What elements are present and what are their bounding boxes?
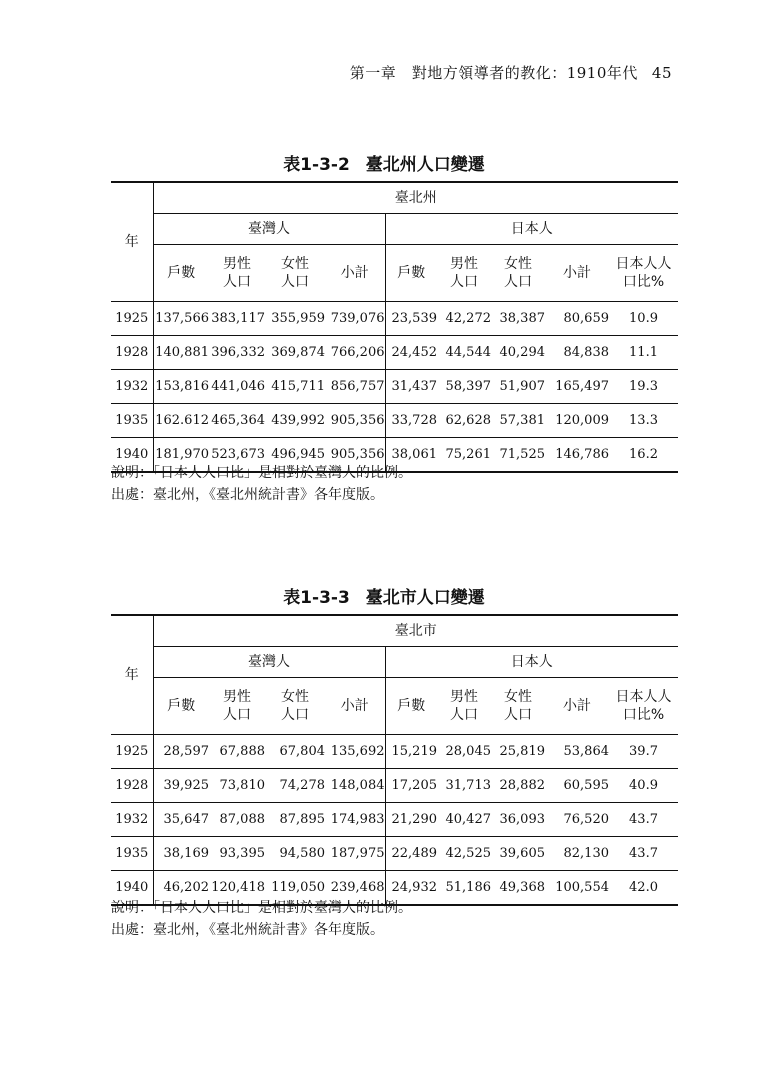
cell-year: 1925 [111, 735, 153, 769]
cell-jp-households: 17,205 [385, 769, 437, 803]
cell-tw-households: 38,169 [153, 837, 209, 871]
cell-tw-male: 67,888 [209, 735, 265, 769]
cell-tw-households: 162.612 [153, 404, 209, 438]
cell-tw-subtotal: 239,468 [325, 871, 385, 906]
header-male-l2: 人口 [223, 707, 251, 723]
header-male-jp-l1: 男性 [450, 256, 478, 272]
header-chapter-title: 第一章 對地方領導者的教化：1910年代 [349, 64, 638, 82]
cell-jp-ratio: 19.3 [609, 370, 678, 404]
cell-tw-households: 137,566 [153, 302, 209, 336]
cell-jp-subtotal: 76,520 [545, 803, 609, 837]
cell-year: 1928 [111, 769, 153, 803]
cell-jp-subtotal: 165,497 [545, 370, 609, 404]
header-male-jp [437, 245, 491, 302]
cell-tw-subtotal: 187,975 [325, 837, 385, 871]
table-body [111, 302, 678, 473]
header-female-l2: 人口 [281, 274, 309, 290]
header-households-jp: 戶數 [385, 245, 437, 302]
cell-jp-female: 49,368 [491, 871, 545, 906]
cell-jp-ratio: 43.7 [609, 803, 678, 837]
cell-tw-female: 67,804 [265, 735, 325, 769]
cell-year: 1928 [111, 336, 153, 370]
header-households-jp: 戶數 [385, 678, 437, 735]
header-japanese: 日本人 [385, 647, 678, 678]
header-ratio-l2: 口比% [622, 274, 665, 290]
cell-jp-male: 62,628 [437, 404, 491, 438]
cell-year: 1940 [111, 438, 153, 473]
cell-jp-subtotal: 84,838 [545, 336, 609, 370]
cell-tw-subtotal: 148,084 [325, 769, 385, 803]
cell-jp-male: 31,713 [437, 769, 491, 803]
cell-tw-female: 369,874 [265, 336, 325, 370]
header-subtotal: 小計 [325, 245, 385, 302]
cell-jp-male: 42,525 [437, 837, 491, 871]
cell-jp-female: 71,525 [491, 438, 545, 473]
table-body [111, 735, 678, 906]
cell-tw-households: 35,647 [153, 803, 209, 837]
cell-tw-male: 73,810 [209, 769, 265, 803]
cell-tw-households: 28,597 [153, 735, 209, 769]
header-female-jp-l2: 人口 [504, 707, 532, 723]
table-source: 出處：臺北州，《臺北州統計書》各年度版。 [111, 922, 384, 938]
header-region: 臺北市 [153, 615, 678, 647]
header-male-l1: 男性 [223, 689, 251, 705]
cell-tw-households: 140,881 [153, 336, 209, 370]
cell-tw-male: 523,673 [209, 438, 265, 473]
cell-jp-subtotal: 100,554 [545, 871, 609, 906]
cell-jp-female: 38,387 [491, 302, 545, 336]
cell-jp-ratio: 40.9 [609, 769, 678, 803]
header-ratio-l1: 日本人人 [615, 256, 672, 272]
cell-year: 1932 [111, 803, 153, 837]
cell-jp-households: 22,489 [385, 837, 437, 871]
header-subtotal-jp: 小計 [545, 245, 609, 302]
table-note: 說明：「日本人人口比」是相對於臺灣人的比例。 [111, 900, 412, 916]
cell-jp-male: 28,045 [437, 735, 491, 769]
header-female-l2: 人口 [281, 707, 309, 723]
header-female-jp-l1: 女性 [504, 256, 532, 272]
header-female-jp-l1: 女性 [504, 689, 532, 705]
cell-jp-male: 44,544 [437, 336, 491, 370]
cell-year: 1935 [111, 404, 153, 438]
table-row [111, 735, 678, 769]
cell-jp-subtotal: 60,595 [545, 769, 609, 803]
table-number: 表1-3-2 [283, 155, 350, 175]
header-male-jp-l2: 人口 [450, 274, 478, 290]
cell-jp-households: 15,219 [385, 735, 437, 769]
cell-jp-households: 23,539 [385, 302, 437, 336]
cell-year: 1932 [111, 370, 153, 404]
table-source: 出處：臺北州，《臺北州統計書》各年度版。 [111, 487, 384, 503]
cell-jp-ratio: 39.7 [609, 735, 678, 769]
header-japanese: 日本人 [385, 214, 678, 245]
cell-tw-households: 46,202 [153, 871, 209, 906]
table-caption: 臺北市人口變遷 [365, 588, 485, 608]
table-row [111, 336, 678, 370]
header-female-jp [491, 678, 545, 735]
cell-year: 1925 [111, 302, 153, 336]
cell-jp-male: 42,272 [437, 302, 491, 336]
cell-tw-male: 87,088 [209, 803, 265, 837]
cell-tw-male: 93,395 [209, 837, 265, 871]
cell-jp-ratio: 42.0 [609, 871, 678, 906]
cell-jp-ratio: 10.9 [609, 302, 678, 336]
cell-tw-households: 39,925 [153, 769, 209, 803]
cell-tw-male: 383,117 [209, 302, 265, 336]
cell-tw-subtotal: 766,206 [325, 336, 385, 370]
cell-jp-subtotal: 120,009 [545, 404, 609, 438]
cell-jp-ratio: 11.1 [609, 336, 678, 370]
header-ratio [609, 245, 678, 302]
cell-tw-subtotal: 905,356 [325, 404, 385, 438]
table-number: 表1-3-3 [283, 588, 350, 608]
cell-jp-ratio: 16.2 [609, 438, 678, 473]
cell-tw-male: 396,332 [209, 336, 265, 370]
header-households: 戶數 [153, 245, 209, 302]
cell-jp-households: 21,290 [385, 803, 437, 837]
cell-jp-female: 51,907 [491, 370, 545, 404]
table-note: 說明：「日本人人口比」是相對於臺灣人的比例。 [111, 465, 412, 481]
header-male-jp-l2: 人口 [450, 707, 478, 723]
cell-jp-female: 57,381 [491, 404, 545, 438]
table-row [111, 769, 678, 803]
cell-jp-male: 51,186 [437, 871, 491, 906]
cell-jp-male: 40,427 [437, 803, 491, 837]
cell-jp-ratio: 13.3 [609, 404, 678, 438]
header-ratio-l2: 口比% [622, 707, 665, 723]
header-male-jp-l1: 男性 [450, 689, 478, 705]
table-caption: 臺北州人口變遷 [365, 155, 485, 175]
cell-jp-female: 28,882 [491, 769, 545, 803]
table-row [111, 837, 678, 871]
population-table-city [111, 614, 678, 906]
cell-tw-female: 74,278 [265, 769, 325, 803]
cell-jp-female: 40,294 [491, 336, 545, 370]
header-taiwanese: 臺灣人 [153, 214, 385, 245]
cell-tw-female: 119,050 [265, 871, 325, 906]
header-female [265, 678, 325, 735]
cell-jp-subtotal: 82,130 [545, 837, 609, 871]
cell-tw-female: 439,992 [265, 404, 325, 438]
header-female-jp [491, 245, 545, 302]
header-female-l1: 女性 [281, 689, 309, 705]
cell-year: 1940 [111, 871, 153, 906]
header-subtotal: 小計 [325, 678, 385, 735]
population-table-prefecture [111, 181, 678, 473]
table-row [111, 370, 678, 404]
cell-jp-households: 24,932 [385, 871, 437, 906]
cell-tw-subtotal: 135,692 [325, 735, 385, 769]
header-region: 臺北州 [153, 182, 678, 214]
cell-tw-female: 87,895 [265, 803, 325, 837]
header-female-l1: 女性 [281, 256, 309, 272]
cell-jp-subtotal: 146,786 [545, 438, 609, 473]
cell-jp-households: 31,437 [385, 370, 437, 404]
table-title [0, 583, 768, 608]
table-notes [111, 462, 412, 506]
table-notes [111, 897, 412, 941]
table-row [111, 803, 678, 837]
cell-year: 1935 [111, 837, 153, 871]
header-female-jp-l2: 人口 [504, 274, 532, 290]
header-year: 年 [111, 182, 153, 302]
header-ratio-l1: 日本人人 [615, 689, 672, 705]
table-title [0, 150, 768, 175]
cell-tw-female: 496,945 [265, 438, 325, 473]
table-row [111, 404, 678, 438]
header-male-jp [437, 678, 491, 735]
cell-jp-female: 39,605 [491, 837, 545, 871]
header-year: 年 [111, 615, 153, 735]
header-subtotal-jp: 小計 [545, 678, 609, 735]
cell-jp-ratio: 43.7 [609, 837, 678, 871]
cell-jp-female: 36,093 [491, 803, 545, 837]
header-male-l2: 人口 [223, 274, 251, 290]
cell-tw-female: 415,711 [265, 370, 325, 404]
header-ratio [609, 678, 678, 735]
cell-jp-subtotal: 53,864 [545, 735, 609, 769]
cell-jp-households: 24,452 [385, 336, 437, 370]
header-male [209, 245, 265, 302]
header-male-l1: 男性 [223, 256, 251, 272]
cell-jp-subtotal: 80,659 [545, 302, 609, 336]
cell-tw-male: 120,418 [209, 871, 265, 906]
cell-tw-male: 465,364 [209, 404, 265, 438]
header-taiwanese: 臺灣人 [153, 647, 385, 678]
header-households: 戶數 [153, 678, 209, 735]
cell-tw-subtotal: 174,983 [325, 803, 385, 837]
cell-jp-male: 58,397 [437, 370, 491, 404]
cell-tw-male: 441,046 [209, 370, 265, 404]
cell-tw-subtotal: 856,757 [325, 370, 385, 404]
cell-jp-male: 75,261 [437, 438, 491, 473]
running-header [350, 62, 672, 83]
cell-jp-female: 25,819 [491, 735, 545, 769]
cell-tw-female: 355,959 [265, 302, 325, 336]
cell-jp-households: 33,728 [385, 404, 437, 438]
cell-tw-households: 181,970 [153, 438, 209, 473]
cell-tw-households: 153,816 [153, 370, 209, 404]
table-row [111, 302, 678, 336]
header-male [209, 678, 265, 735]
cell-tw-subtotal: 739,076 [325, 302, 385, 336]
page-number: 45 [651, 64, 672, 82]
cell-tw-female: 94,580 [265, 837, 325, 871]
cell-tw-subtotal: 905,356 [325, 438, 385, 473]
header-female [265, 245, 325, 302]
cell-jp-households: 38,061 [385, 438, 437, 473]
